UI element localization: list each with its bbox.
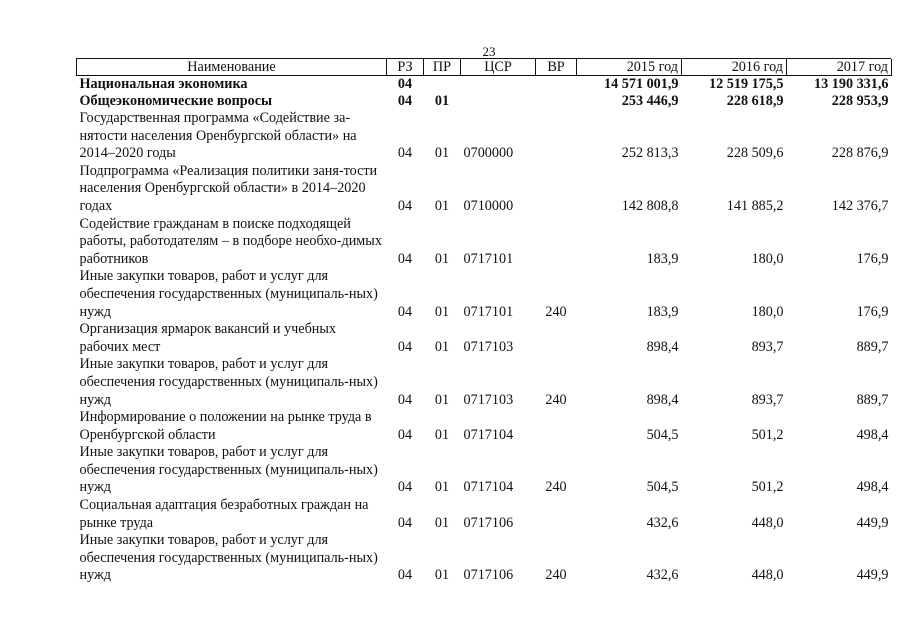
cell-rz: 04 (397, 391, 413, 408)
table-row (77, 76, 892, 94)
cell-y2017: 449,9 (856, 567, 889, 584)
column-header-2015: 2015 год (577, 59, 682, 76)
cell-y2017: 889,7 (856, 338, 889, 355)
cell-y2017: 13 190 331,6 (814, 76, 889, 92)
cell-rz: 04 (397, 145, 413, 162)
cell-vr (536, 76, 577, 94)
cell-name: Иные закупки товаров, работ и услуг для обеспечения государственных (муниципаль-ных) нужд (79, 444, 378, 496)
cell-y2015: 252 813,3 (621, 145, 679, 162)
cell-y2016: 501,2 (751, 426, 784, 443)
cell-csr: 0717104 (463, 479, 514, 496)
cell-y2016: 893,7 (751, 338, 784, 355)
cell-y2015: 432,6 (646, 567, 679, 584)
cell-y2015: 183,9 (646, 303, 679, 320)
cell-pr: 01 (434, 567, 450, 584)
cell-pr: 01 (434, 426, 450, 443)
cell-y2016: 180,0 (751, 303, 784, 320)
cell-csr: 0700000 (463, 145, 514, 162)
cell-name: Информирование о положении на рынке труда в Оренбургской области (79, 409, 372, 443)
cell-vr: 240 (545, 303, 567, 320)
cell-name: Подпрограмма «Реализация политики заня-тости населения Оренбургской области» в 2014–2020 годах (79, 162, 378, 214)
cell-y2015: 898,4 (646, 338, 679, 355)
cell-pr: 01 (434, 197, 450, 214)
cell-y2016: 501,2 (751, 479, 784, 496)
cell-name: Организация ярмарок вакансий и учебных рабочих мест (79, 321, 337, 355)
cell-rz: 04 (397, 250, 413, 267)
cell-rz: 04 (397, 479, 413, 496)
cell-pr: 01 (434, 514, 450, 531)
column-header-csr: ЦСР (461, 59, 536, 76)
cell-y2016: 448,0 (751, 514, 784, 531)
cell-vr (536, 216, 577, 269)
cell-y2016: 12 519 175,5 (709, 76, 784, 92)
cell-csr: 0717101 (463, 250, 514, 267)
cell-y2017: 449,9 (856, 514, 889, 531)
table-row (77, 409, 892, 444)
cell-y2015: 14 571 001,9 (604, 76, 679, 92)
cell-name: Общеэкономические вопросы (79, 93, 273, 109)
cell-y2016: 448,0 (751, 567, 784, 584)
column-header-2016: 2016 год (682, 59, 787, 76)
table-row (77, 110, 892, 163)
cell-y2017: 498,4 (856, 479, 889, 496)
cell-vr: 240 (545, 391, 567, 408)
cell-rz: 04 (397, 567, 413, 584)
cell-pr: 01 (434, 145, 450, 162)
cell-y2016: 893,7 (751, 391, 784, 408)
cell-pr: 01 (434, 93, 450, 109)
cell-rz: 04 (397, 93, 413, 109)
cell-y2015: 253 446,9 (621, 93, 679, 109)
cell-y2015: 183,9 (646, 250, 679, 267)
cell-y2015: 142 808,8 (621, 197, 679, 214)
cell-name: Содействие гражданам в поиске подходящей работы, работодателям – в подборе необхо-димых работников (79, 215, 382, 267)
cell-y2015: 432,6 (646, 514, 679, 531)
table-row (77, 268, 892, 321)
table-body (77, 76, 892, 586)
cell-rz: 04 (397, 303, 413, 320)
cell-pr: 01 (434, 303, 450, 320)
page-number: 23 (482, 44, 496, 59)
cell-csr (461, 93, 536, 110)
cell-y2015: 504,5 (646, 426, 679, 443)
cell-csr: 0717103 (463, 338, 514, 355)
cell-name: Иные закупки товаров, работ и услуг для обеспечения государственных (муниципаль-ных) нужд (79, 356, 378, 408)
cell-csr: 0717101 (463, 303, 514, 320)
column-header-rz: РЗ (387, 59, 424, 76)
cell-name: Иные закупки товаров, работ и услуг для обеспечения государственных (муниципаль-ных) нужд (79, 532, 378, 584)
cell-y2016: 141 885,2 (726, 197, 784, 214)
cell-y2017: 498,4 (856, 426, 889, 443)
cell-csr: 0710000 (463, 197, 514, 214)
cell-rz: 04 (397, 76, 413, 92)
cell-csr: 0717104 (463, 426, 514, 443)
cell-name: Иные закупки товаров, работ и услуг для обеспечения государственных (муниципаль-ных) нужд (79, 268, 378, 320)
cell-y2017: 176,9 (856, 303, 889, 320)
cell-vr (536, 110, 577, 163)
cell-pr: 01 (434, 338, 450, 355)
cell-name: Национальная экономика (79, 76, 248, 92)
cell-rz: 04 (397, 197, 413, 214)
cell-name: Государственная программа «Содействие за-нятости населения Оренбургской области» на 2014–2020 годы (79, 110, 357, 162)
table-row (77, 444, 892, 497)
cell-rz: 04 (397, 426, 413, 443)
cell-csr: 0717103 (463, 391, 514, 408)
cell-name: Социальная адаптация безработных граждан на рынке труда (79, 497, 369, 531)
table-row (77, 497, 892, 532)
cell-vr (536, 497, 577, 532)
cell-y2016: 228 509,6 (726, 145, 784, 162)
column-header-2017: 2017 год (787, 59, 892, 76)
table-row (77, 93, 892, 110)
budget-table (76, 59, 892, 585)
cell-pr (424, 76, 461, 94)
cell-pr: 01 (434, 250, 450, 267)
cell-rz: 04 (397, 338, 413, 355)
cell-vr: 240 (545, 567, 567, 584)
cell-y2017: 176,9 (856, 250, 889, 267)
table-header-row (77, 59, 892, 76)
cell-vr (536, 163, 577, 216)
cell-csr: 0717106 (463, 514, 514, 531)
cell-csr: 0717106 (463, 567, 514, 584)
table-row (77, 163, 892, 216)
column-header-vr: ВР (536, 59, 577, 76)
cell-y2016: 180,0 (751, 250, 784, 267)
cell-vr (536, 409, 577, 444)
cell-y2015: 898,4 (646, 391, 679, 408)
column-header-pr: ПР (424, 59, 461, 76)
cell-y2015: 504,5 (646, 479, 679, 496)
cell-y2017: 228 876,9 (831, 145, 889, 162)
column-header-name: Наименование (77, 59, 387, 76)
table-row (77, 321, 892, 356)
cell-vr: 240 (545, 479, 567, 496)
cell-rz: 04 (397, 514, 413, 531)
cell-y2017: 889,7 (856, 391, 889, 408)
cell-pr: 01 (434, 391, 450, 408)
table-row (77, 216, 892, 269)
cell-y2017: 142 376,7 (831, 197, 889, 214)
table-row (77, 532, 892, 585)
cell-pr: 01 (434, 479, 450, 496)
cell-y2016: 228 618,9 (726, 93, 784, 109)
cell-vr (536, 93, 577, 110)
cell-vr (536, 321, 577, 356)
cell-y2017: 228 953,9 (831, 93, 889, 109)
table-row (77, 356, 892, 409)
cell-csr (461, 76, 536, 94)
